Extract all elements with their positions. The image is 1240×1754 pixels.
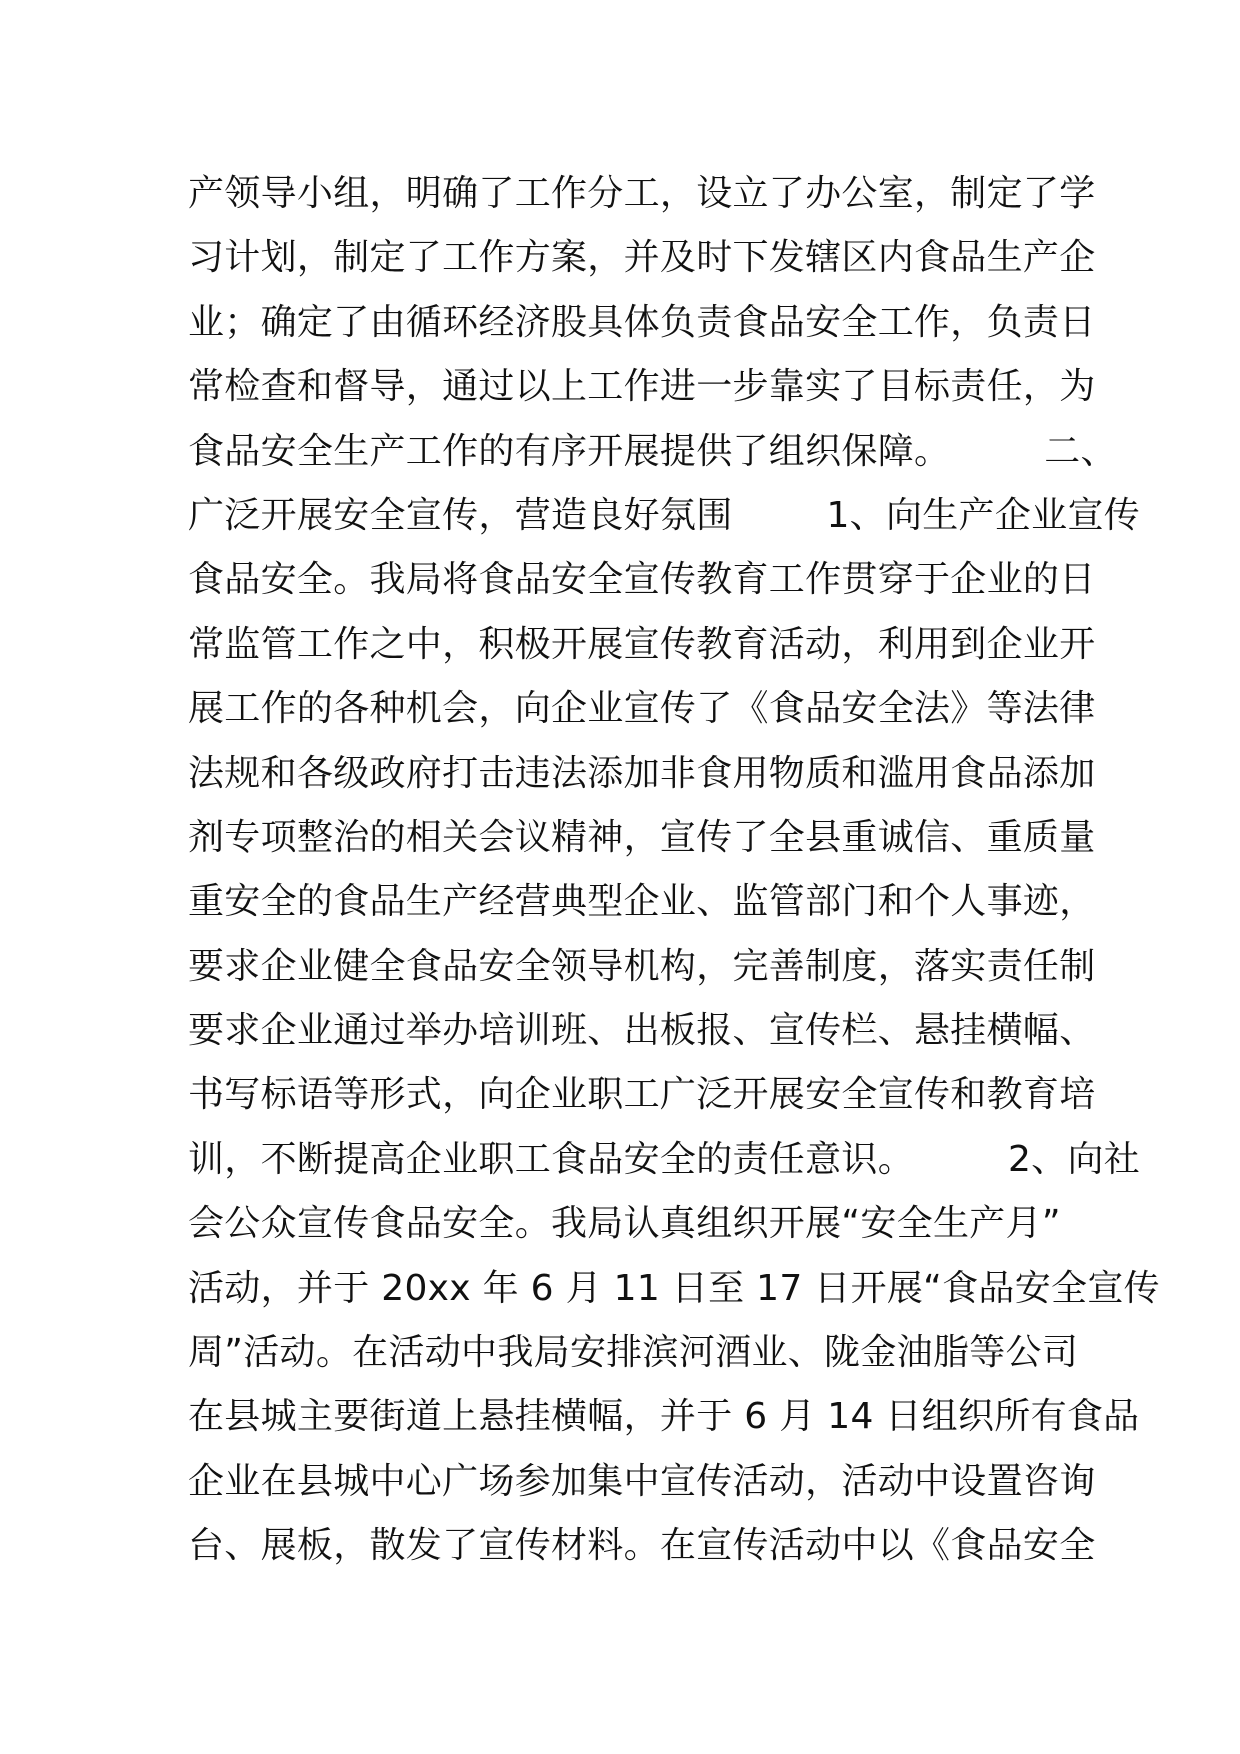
text-line: 书写标语等形式，向企业职工广泛开展安全宣传和教育培: [188, 1074, 1096, 1116]
text-line: 要求企业健全食品安全领导机构，完善制度，落实责任制: [188, 945, 1096, 987]
text-line: 活动，并于 20xx 年 6 月 11 日至 17 日开展“食品安全宣传: [188, 1267, 1160, 1309]
body-text: [188, 162, 1160, 1579]
text-line: 台、展板，散发了宣传材料。在宣传活动中以《食品安全: [188, 1525, 1096, 1567]
text-line: 在县城主要街道上悬挂横幅，并于 6 月 14 日组织所有食品: [188, 1396, 1140, 1438]
text-line: 习计划，制定了工作方案，并及时下发辖区内食品生产企: [188, 237, 1096, 279]
text-line: 企业在县城中心广场参加集中宣传活动，活动中设置咨询: [188, 1460, 1096, 1502]
text-line: 常检查和督导，通过以上工作进一步靠实了目标责任，为: [188, 366, 1096, 408]
text-line: 常监管工作之中，积极开展宣传教育活动，利用到企业开: [188, 623, 1096, 665]
text-line: 食品安全。我局将食品安全宣传教育工作贯穿于企业的日: [188, 559, 1096, 601]
text-line: 训，不断提高企业职工食品安全的责任意识。 2、向社: [188, 1138, 1141, 1180]
text-line: 产领导小组，明确了工作分工，设立了办公室，制定了学: [188, 173, 1096, 214]
text-line: 剂专项整治的相关会议精神，宣传了全县重诚信、重质量: [188, 816, 1096, 858]
text-line: 广泛开展安全宣传，营造良好氛围 1、向生产企业宣传: [188, 494, 1141, 536]
text-line: 要求企业通过举办培训班、出板报、宣传栏、悬挂横幅、: [188, 1010, 1096, 1052]
text-line: 法规和各级政府打击违法添加非食用物质和滥用食品添加: [188, 752, 1096, 794]
text-line: 周”活动。在活动中我局安排滨河酒业、陇金油脂等公司: [188, 1332, 1079, 1374]
text-line: 重安全的食品生产经营典型企业、监管部门和个人事迹，: [188, 881, 1096, 923]
text-line: 会公众宣传食品安全。我局认真组织开展“安全生产月”: [188, 1203, 1061, 1245]
text-line: 业；确定了由循环经济股具体负责食品安全工作，负责日: [188, 301, 1096, 343]
text-line: 展工作的各种机会，向企业宣传了《食品安全法》等法律: [188, 688, 1096, 730]
text-line: 食品安全生产工作的有序开展提供了组织保障。 二、: [188, 430, 1117, 472]
